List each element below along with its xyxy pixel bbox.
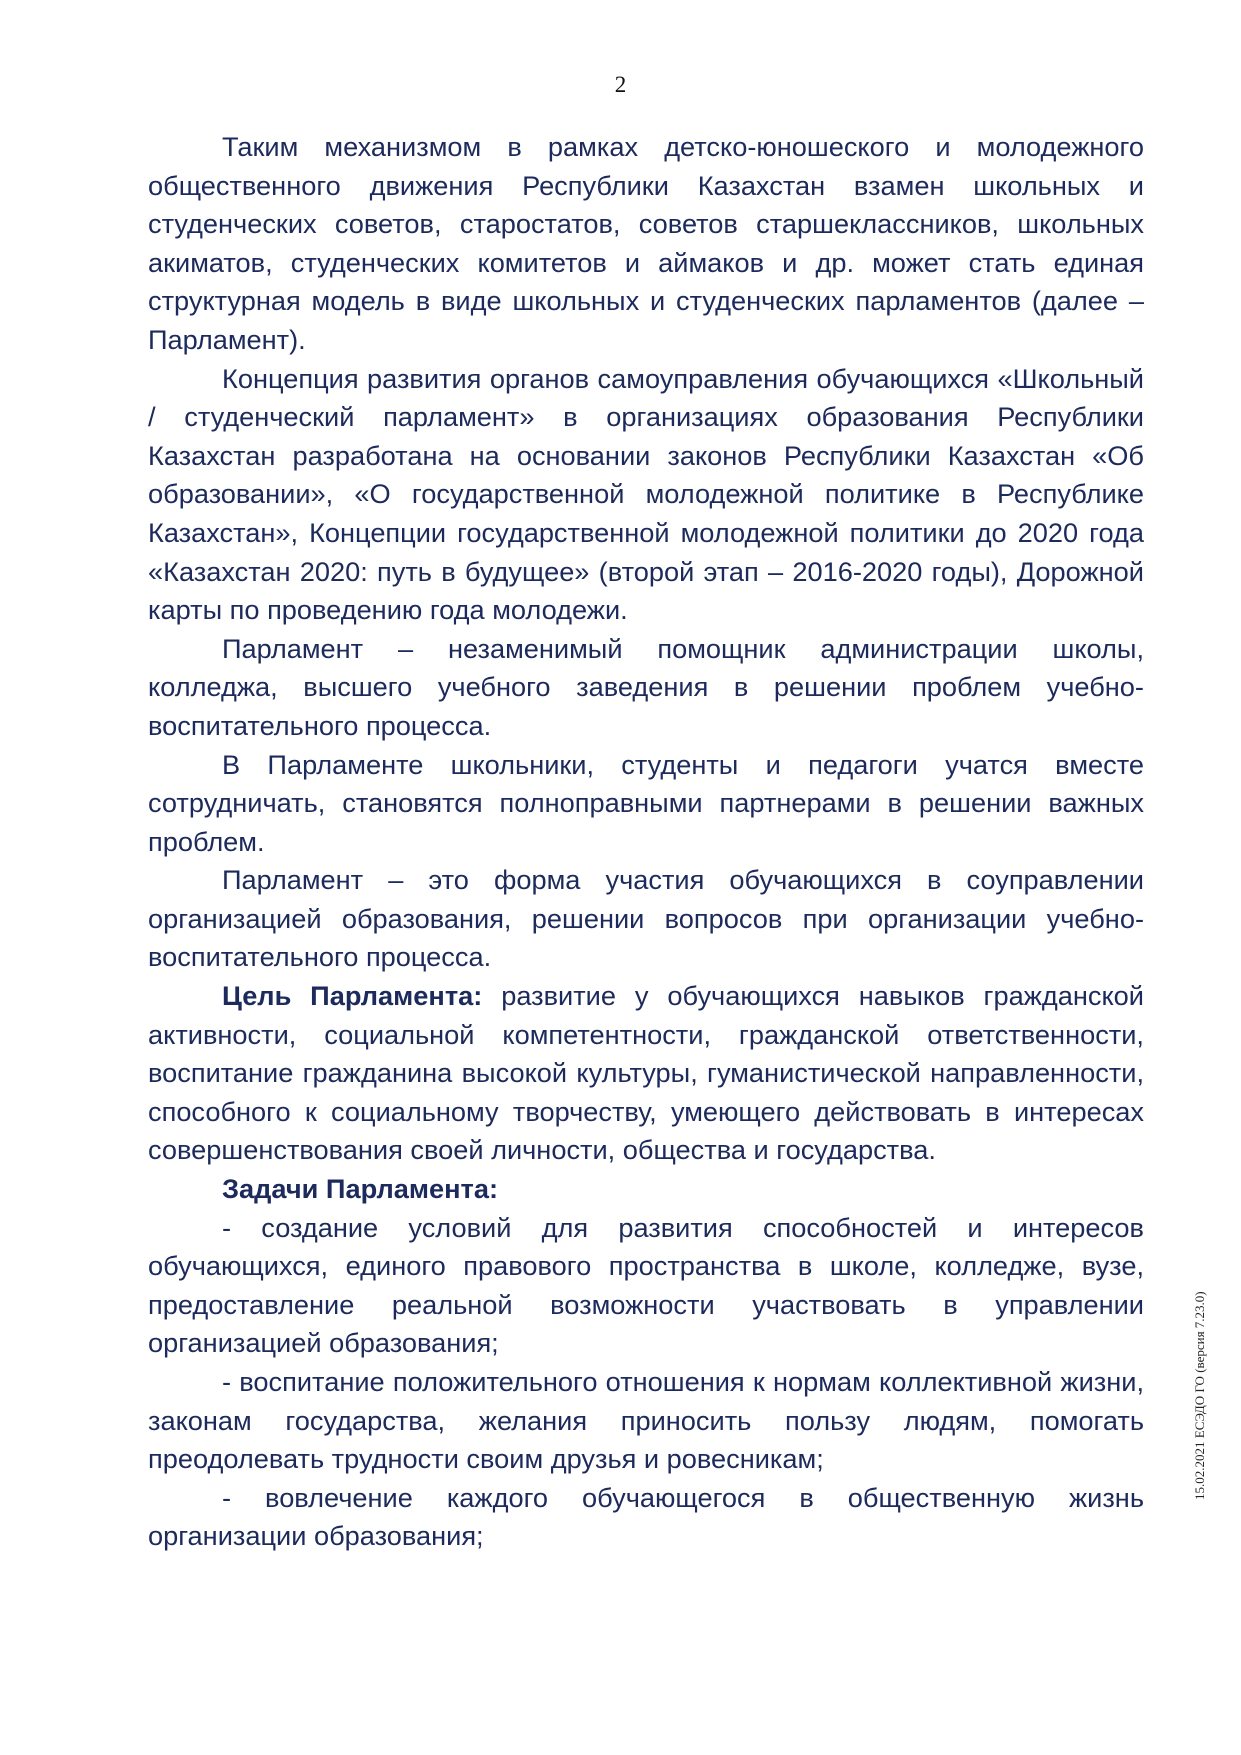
tasks-heading — [148, 1170, 1144, 1209]
task-item-1: - создание условий для развития способностей и интересов обучающихся, единого правового пространства в школе, колледже, вузе, предоставление реальной возможности участвовать в управлении организацией образования; — [148, 1211, 1144, 1359]
paragraph-goal — [148, 977, 1144, 1170]
task-item-2: - воспитание положительного отношения к нормам коллективной жизни, законам государства, желания приносить пользу людям, помогать преодолевать трудности своим друзья и ровесникам; — [148, 1366, 1144, 1475]
tasks-heading-label: Задачи Парламента: — [222, 1173, 499, 1205]
paragraph-participation-form: Парламент – это форма участия обучающихся в соуправлении организацией образования, решении вопросов при организации учебно-воспитательного процесса. — [148, 864, 1144, 973]
document-body — [148, 128, 1144, 1556]
page-number: 2 — [614, 72, 627, 97]
paragraph-assistant: Парламент – незаменимый помощник администрации школы, колледжа, высшего учебного заведения в решении проблем учебно-воспитательного процесса. — [148, 632, 1144, 741]
task-item-3: - вовлечение каждого обучающегося в общественную жизнь организации образования; — [148, 1481, 1144, 1552]
paragraph-cooperation: В Парламенте школьники, студенты и педагоги учатся вместе сотрудничать, становятся полноправными партнерами в решении важных проблем. — [148, 748, 1144, 857]
goal-label: Цель Парламента: — [222, 980, 483, 1012]
document-registration-stamp: 15.02.2021 ЕСЭДО ГО (версия 7.23.0) — [1192, 1291, 1207, 1500]
goal-text: развитие у обучающихся навыков гражданской активности, социальной компетентности, гражданской ответственности, воспитание гражданина высокой культуры, гуманистической направленности, способного к социальному творчеству, умеющего действовать в интересах совершенствования своей личности, общества и государства. — [148, 980, 1144, 1166]
paragraph-mechanism: Таким механизмом в рамках детско-юношеского и молодежного общественного движения Республики Казахстан взамен школьных и студенческих советов, старостатов, советов старшеклассников, школьных акиматов, студенческих комитетов и аймаков и др. может стать единая структурная модель в виде школьных и студенческих парламентов (далее – Парламент). — [148, 131, 1144, 355]
paragraph-concept: Концепция развития органов самоуправления обучающихся «Школьный / студенческий парламент» в организациях образования Республики Казахстан разработана на основании законов Республики Казахстан «Об образовании», «О государственной молодежной политике в Республике Казахстан», Концепции государственной молодежной политики до 2020 года «Казахстан 2020: путь в будущее» (второй этап – 2016-2020 годы), Дорожной карты по проведению года молодежи. — [148, 362, 1144, 626]
